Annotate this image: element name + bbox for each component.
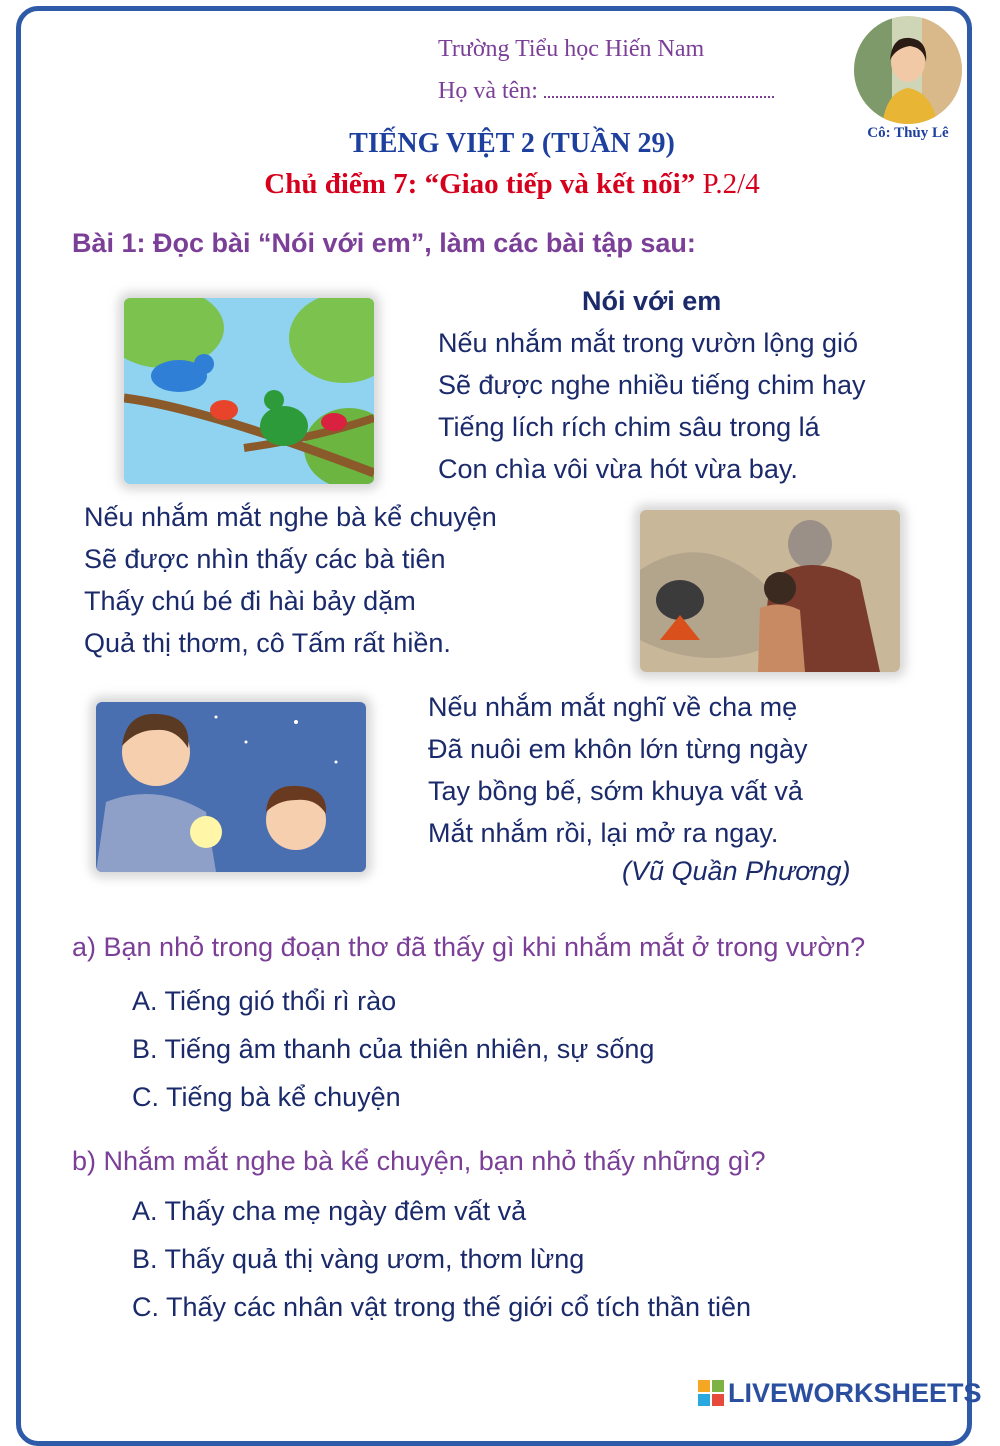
grandmother-illustration [640, 510, 900, 672]
parent-child-illustration [96, 702, 366, 872]
poem-line: Nếu nhắm mắt nghĩ về cha mẹ [428, 692, 798, 722]
school-name: Trường Tiểu học Hiến Nam [438, 36, 705, 62]
option-a-3[interactable]: C. Tiếng bà kể chuyện [132, 1082, 401, 1112]
poem-stanza-3 [428, 686, 808, 854]
option-a-1[interactable]: A. Tiếng gió thổi rì rào [132, 986, 397, 1016]
poem-line: Sẽ được nhìn thấy các bà tiên [84, 544, 446, 574]
poem-stanza-2 [84, 496, 497, 664]
poem-line: Tiếng lích rích chim sâu trong lá [438, 412, 820, 442]
question-b: b) Nhắm mắt nghe bà kể chuyện, bạn nhỏ thấy những gì? [72, 1146, 766, 1176]
poem-line: Nếu nhắm mắt nghe bà kể chuyện [84, 502, 497, 532]
option-a-2[interactable]: B. Tiếng âm thanh của thiên nhiên, sự sống [132, 1034, 655, 1064]
option-b-2[interactable]: B. Thấy quả thị vàng ươm, thơm lừng [132, 1244, 585, 1274]
poem-line: Thấy chú bé đi hài bảy dặm [84, 586, 416, 616]
liveworksheets-logo [698, 1378, 982, 1408]
poem-line: Tay bồng bế, sớm khuya vất vả [428, 776, 803, 806]
poem-line: Đã nuôi em khôn lớn từng ngày [428, 734, 808, 764]
option-b-3[interactable]: C. Thấy các nhân vật trong thế giới cổ tích thần tiên [132, 1292, 752, 1322]
poem-stanza-1 [438, 322, 866, 490]
poem-line: Nếu nhắm mắt trong vườn lộng gió [438, 328, 859, 358]
teacher-avatar [852, 14, 964, 126]
page-subtitle [0, 168, 1000, 201]
poem-line: Mắt nhắm rồi, lại mở ra ngay. [428, 818, 779, 848]
page-title: TIẾNG VIỆT 2 (TUẦN 29) [349, 128, 675, 159]
name-input-line[interactable] [544, 78, 774, 98]
option-b-1[interactable]: A. Thấy cha mẹ ngày đêm vất vả [132, 1196, 527, 1226]
poem-title: Nói với em [582, 286, 722, 316]
teacher-caption: Cô: Thủy Lê [867, 125, 949, 141]
poem-line: Quả thị thơm, cô Tấm rất hiền. [84, 628, 451, 658]
page-number: P.2/4 [695, 168, 760, 200]
exercise-heading: Bài 1: Đọc bài “Nói với em”, làm các bài tập sau: [72, 228, 696, 258]
question-a: a) Bạn nhỏ trong đoạn thơ đã thấy gì khi nhắm mắt ở trong vườn? [72, 932, 866, 962]
name-label: Họ và tên: [438, 78, 538, 104]
name-row [438, 78, 774, 105]
theme-title: Chủ điểm 7: “Giao tiếp và kết nối” [264, 168, 696, 200]
poem-line: Sẽ được nghe nhiều tiếng chim hay [438, 370, 866, 400]
poem-author: (Vũ Quần Phương) [622, 856, 851, 886]
poem-line: Con chìa vôi vừa hót vừa bay. [438, 454, 798, 484]
liveworksheets-icon [698, 1380, 724, 1406]
birds-illustration [124, 298, 374, 484]
liveworksheets-brand: LIVEWORKSHEETS [728, 1377, 982, 1408]
